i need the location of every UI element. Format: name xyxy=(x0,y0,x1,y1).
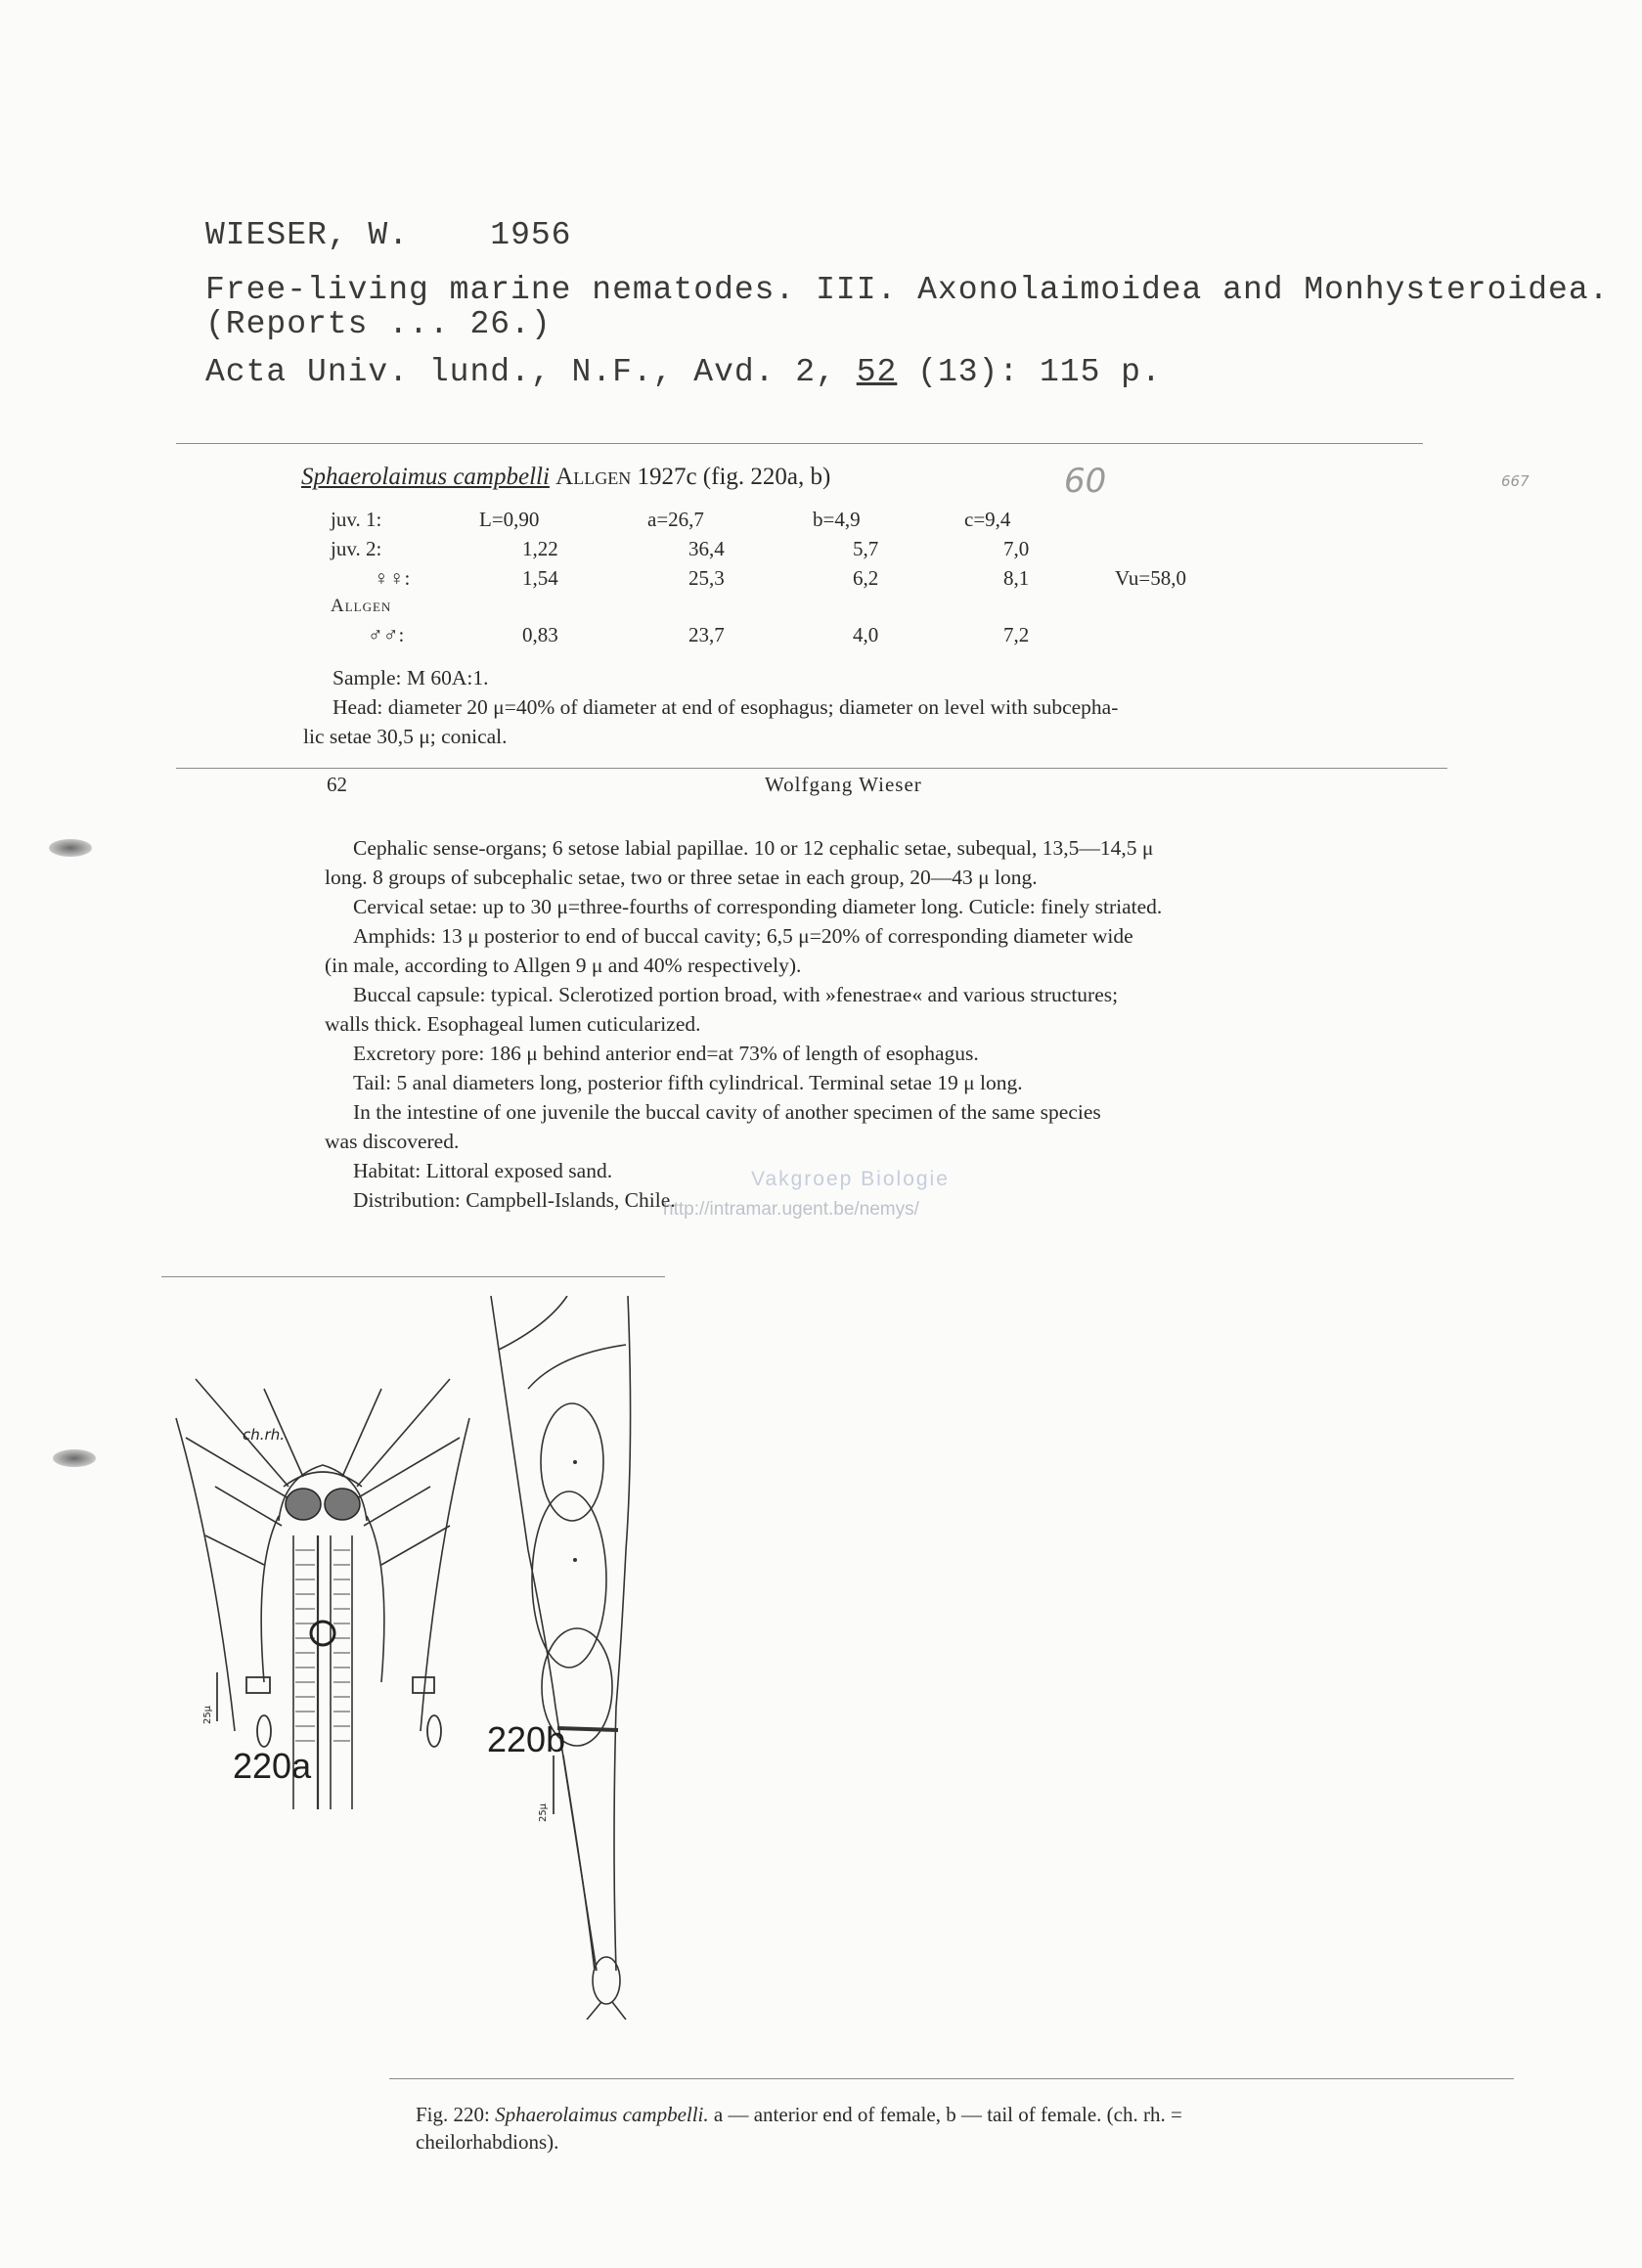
running-head: Wolfgang Wieser xyxy=(765,773,922,796)
row-label: ♀♀: xyxy=(374,566,411,590)
body-line: In the intestine of one juvenile the buccal cavity of another specimen of the same species xyxy=(353,1100,1101,1124)
scale-bar-b-label: 25μ xyxy=(538,1802,550,1823)
clipping-caption-rule xyxy=(389,2078,1514,2079)
body-line: Distribution: Campbell-Islands, Chile. xyxy=(353,1188,676,1212)
body-line: was discovered. xyxy=(325,1130,460,1153)
description-sample: Sample: M 60A:1. xyxy=(333,666,489,689)
value-L: 1,54 xyxy=(522,566,558,590)
caption-prefix: Fig. 220: xyxy=(416,2103,490,2126)
reference-source-prefix: Acta Univ. lund., N.F., Avd. 2, xyxy=(205,354,836,390)
value-vu: Vu=58,0 xyxy=(1115,566,1186,590)
body-line: Habitat: Littoral exposed sand. xyxy=(353,1159,613,1182)
body-line: (in male, according to Allgen 9 μ and 40% respectively). xyxy=(325,954,802,977)
value-a: 36,4 xyxy=(688,537,725,560)
reference-volume: 52 xyxy=(856,354,898,390)
reference-author-year xyxy=(205,217,571,253)
reference-source xyxy=(205,354,1162,390)
watermark-url: http://intramar.ugent.be/nemys/ xyxy=(663,1199,919,1220)
figure-label-220a: 220a xyxy=(233,1746,312,1786)
clipping-top-rule xyxy=(176,443,1423,444)
reference-title-line2: (Reports ... 26.) xyxy=(205,306,552,342)
species-year-figref: 1927c (fig. 220a, b) xyxy=(637,464,831,490)
body-line: Tail: 5 anal diameters long, posterior fifth cylindrical. Terminal setae 19 μ long. xyxy=(353,1071,1023,1094)
body-line: Amphids: 13 μ posterior to end of buccal cavity; 6,5 μ=20% of corresponding diameter wide xyxy=(353,924,1133,948)
figure-label-220b: 220b xyxy=(487,1719,566,1759)
body-line: Cervical setae: up to 30 μ=three-fourths of corresponding diameter long. Cuticle: finely striated. xyxy=(353,895,1163,918)
row-label: juv. 1: xyxy=(331,508,382,531)
species-header xyxy=(301,464,830,491)
scale-bar-a-label: 25μ xyxy=(202,1705,214,1725)
page-number: 62 xyxy=(327,773,347,796)
figure-220a-anterior-end xyxy=(156,1340,489,1809)
row-label: juv. 2: xyxy=(331,537,382,560)
value-b: 4,0 xyxy=(853,623,879,646)
clipping-middle-rule xyxy=(176,768,1447,769)
body-line: walls thick. Esophageal lumen cuticularized. xyxy=(325,1012,701,1036)
value-c: 8,1 xyxy=(1003,566,1030,590)
reference-title-line1: Free-living marine nematodes. III. Axonolaimoidea and Monhysteroidea. xyxy=(205,272,1610,308)
value-b: 6,2 xyxy=(853,566,879,590)
species-authority: Allgen xyxy=(555,464,632,490)
reference-source-suffix: (13): 115 p. xyxy=(917,354,1162,390)
caption-species: Sphaerolaimus campbelli. xyxy=(495,2103,709,2126)
row-label: ♂♂: xyxy=(368,623,405,646)
value-L: L=0,90 xyxy=(479,508,540,531)
description-head-cont: lic setae 30,5 μ; conical. xyxy=(303,725,508,748)
reference-author: WIESER, W. xyxy=(205,217,410,253)
clipping-figure-rule xyxy=(161,1276,665,1277)
punch-hole-mark xyxy=(49,839,92,857)
figure-caption xyxy=(416,2101,1501,2156)
row-label: Allgen xyxy=(331,596,392,616)
value-L: 1,22 xyxy=(522,537,558,560)
value-c: c=9,4 xyxy=(964,508,1011,531)
value-a: 25,3 xyxy=(688,566,725,590)
reference-year: 1956 xyxy=(490,217,572,253)
value-a: a=26,7 xyxy=(647,508,704,531)
watermark-org: Vakgroep Biologie xyxy=(751,1168,950,1190)
description-head: Head: diameter 20 μ=40% of diameter at end of esophagus; diameter on level with subcepha- xyxy=(333,695,1119,719)
body-line: Buccal capsule: typical. Sclerotized portion broad, with »fenestrae« and various structures; xyxy=(353,983,1119,1006)
body-line: long. 8 groups of subcephalic setae, two or three setae in each group, 20—43 μ long. xyxy=(325,866,1038,889)
annotation-chrh: ch.rh. xyxy=(243,1426,285,1444)
value-b: 5,7 xyxy=(853,537,879,560)
value-b: b=4,9 xyxy=(813,508,861,531)
corner-note: 667 xyxy=(1501,472,1530,490)
value-c: 7,2 xyxy=(1003,623,1030,646)
species-name: Sphaerolaimus campbelli xyxy=(301,464,550,490)
handwritten-note: 60 xyxy=(1064,462,1107,501)
caption-text-cont: cheilorhabdions). xyxy=(416,2130,559,2154)
body-line: Excretory pore: 186 μ behind anterior end=at 73% of length of esophagus. xyxy=(353,1042,979,1065)
value-L: 0,83 xyxy=(522,623,558,646)
figure-220b-tail xyxy=(469,1296,665,2020)
caption-text: a — anterior end of female, b — tail of female. (ch. rh. = xyxy=(713,2103,1182,2126)
value-a: 23,7 xyxy=(688,623,725,646)
value-c: 7,0 xyxy=(1003,537,1030,560)
body-line: Cephalic sense-organs; 6 setose labial papillae. 10 or 12 cephalic setae, subequal, 13,5—14,5 μ xyxy=(353,836,1154,860)
punch-hole-mark xyxy=(53,1449,96,1467)
